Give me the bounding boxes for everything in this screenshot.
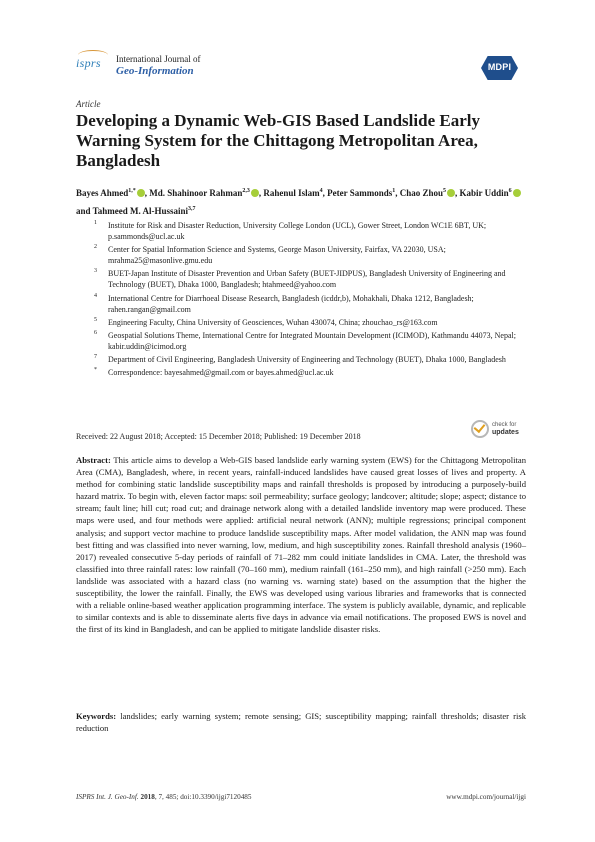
journal-name-line1: International Journal of: [116, 54, 201, 64]
author-name: Md. Shahinoor Rahman: [149, 188, 243, 198]
keywords-label: Keywords:: [76, 711, 117, 721]
article-type-label: Article: [76, 99, 101, 109]
affiliation-item: [94, 354, 526, 365]
author-name: Tahmeed M. Al-Hussaini: [92, 206, 189, 216]
affiliation-text: Department of Civil Engineering, Bangladesh University of Engineering and Technology (BUET), Dhaka 1000, Bangladesh: [108, 355, 506, 365]
author-name: Peter Sammonds: [327, 188, 393, 198]
updates-badge-line1: check for: [492, 422, 517, 428]
keywords: [76, 710, 526, 734]
affiliation-item: [94, 244, 526, 266]
author-list: [76, 183, 526, 219]
author: [327, 188, 400, 198]
affiliation-text: BUET-Japan Institute of Disaster Prevention and Urban Safety (BUET-JIDPUS), Bangladesh University of Engineering and Technology (BUET), Dhaka 1000, Bangladesh; htahmeed@yahoo.com: [108, 269, 506, 290]
affiliation-list: [94, 220, 526, 381]
mdpi-logo[interactable]: [481, 56, 518, 80]
orcid-icon[interactable]: [447, 189, 455, 197]
affiliation-number: *: [94, 367, 97, 374]
publication-dates: Received: 22 August 2018; Accepted: 15 December 2018; Published: 19 December 2018: [76, 432, 361, 441]
author-separator: ,: [395, 188, 400, 198]
affiliation-number: 6: [94, 329, 97, 336]
author-affiliation-sup: 4: [319, 188, 323, 194]
author-affiliation-sup: 2,3: [242, 188, 250, 194]
journal-name-line2: Geo-Information: [116, 65, 194, 77]
citation-rest: , 7, 485; doi:10.3390/ijgi7120485: [154, 793, 252, 801]
affiliation-number: 7: [94, 354, 97, 361]
footer-url[interactable]: www.mdpi.com/journal/ijgi: [446, 793, 526, 801]
footer-citation: [76, 793, 251, 801]
mdpi-logo-text: MDPI: [487, 62, 512, 72]
author: [76, 188, 149, 198]
updates-badge-line2: updates: [492, 429, 519, 436]
affiliation-text: Institute for Risk and Disaster Reduction, University College London (UCL), Gower Street, London WC1E 6BT, UK; p.sammonds@ucl.ac.uk: [108, 221, 487, 241]
author-separator: ,: [322, 188, 328, 198]
abstract: [76, 454, 526, 635]
affiliation-number: 4: [94, 292, 97, 299]
isprs-logo: isprs: [76, 56, 101, 70]
author-affiliation-sup: 1,*: [128, 188, 136, 194]
affiliation-number: 3: [94, 268, 97, 275]
orcid-icon[interactable]: [251, 189, 259, 197]
affiliation-number: 5: [94, 316, 97, 323]
author-affiliation-sup: 3,7: [188, 206, 196, 212]
affiliation-item: [94, 316, 526, 328]
affiliation-item: [94, 292, 526, 315]
author-name: Chao Zhou: [399, 188, 444, 198]
author-affiliation-sup: 1: [392, 188, 396, 194]
author-affiliation-sup: 6: [508, 188, 512, 194]
paper-title: Developing a Dynamic Web-GIS Based Landslide Early Warning System for the Chittagong Metropolitan Area, Bangladesh: [76, 111, 480, 170]
author-affiliation-sup: 5: [443, 188, 447, 194]
citation-year: 2018: [140, 793, 155, 801]
keywords-text: landslides; early warning system; remote sensing; GIS; susceptibility mapping; rainfall thresholds; disaster risk reduction: [76, 711, 527, 734]
affiliation-item: [94, 367, 526, 378]
orcid-icon[interactable]: [137, 189, 145, 197]
author: [400, 188, 460, 198]
author-separator: and: [76, 206, 93, 216]
citation-journal: ISPRS Int. J. Geo-Inf.: [76, 793, 139, 801]
author-name: Bayes Ahmed: [76, 188, 129, 198]
abstract-text: This article aims to develop a Web-GIS based landslide early warning system (EWS) for the Chittagong Metropolitan Area (CMA), Bangladesh, where, in recent years, rainfall-induced landslides have caused great losses of lives and property. A method for combining static landslide susceptibility maps and rainfall thresholds is proposed by introducing a purposely-build hazard matrix. To begin with, eleven factor maps: soil permeability; surface geology; landcover; altitude; slope; aspect; distance to stream; fault line; hill cut; road cut; and drainage network along with a detailed landslide inventory map were produced. These maps were used, and four methods were applied: artificial neural network (ANN); multiple regressions; principal component analysis; and support vector machine to produce landslide susceptibility maps. After model validation, the ANN map was found best fitting and was classified into never warning, low, medium, and high susceptibility zones. Rainfall threshold analysis (1960–2017) revealed consecutive 5-day periods of rainfall of 71–282 mm could initiate landslides in CMA. Later, the threshold was classified into three rainfall rates: low rainfall (70–160 mm), medium rainfall (161–250 mm), and high rainfall (>250 mm). Each landslide was associated with a hazard class (no warning vs. warning state) based on the assumption that the higher the susceptibility, the lower the rainfall. Finally, the EWS was developed using various libraries and frameworks that is connected with a reliable online-based weather application programming interface. The system is publicly available, dynamic, and replicable to similar contexts and is able to disseminate alerts five days in advance via email notifications. The proposed EWS is novel and the first of its kind in Bangladesh, and can be applied to mitigate landslide disaster risks.: [76, 455, 526, 635]
author: [93, 206, 196, 216]
affiliation-text: Geospatial Solutions Theme, International Centre for Integrated Mountain Development (ICIMOD), Kathmandu 44073, Nepal; kabir.uddin@icimod.org: [108, 330, 516, 351]
affiliation-item: [94, 329, 526, 352]
author: [263, 188, 327, 198]
affiliation-item: [94, 220, 526, 242]
abstract-label: Abstract:: [76, 455, 111, 465]
affiliation-text: Engineering Faculty, China University of Geosciences, Wuhan 430074, China; zhouchao_rs@163.com: [108, 317, 438, 327]
author-separator: ,: [258, 188, 264, 198]
affiliation-text: International Centre for Diarrhoeal Disease Research, Bangladesh (icddr,b), Mohakhali, Dhaka 1212, Bangladesh; rahen.rangan@gmail.com: [108, 293, 474, 314]
journal-header: [76, 52, 526, 82]
author: [149, 188, 263, 198]
affiliation-number: 2: [94, 244, 97, 251]
affiliation-number: 1: [94, 220, 97, 226]
affiliation-text: Center for Spatial Information Science and Systems, George Mason University, Fairfax, VA 22030, USA; mrahma25@masonlive.gmu.edu: [108, 245, 446, 266]
affiliation-text: Correspondence: bayesahmed@gmail.com or bayes.ahmed@ucl.ac.uk: [108, 368, 334, 378]
orcid-icon[interactable]: [513, 189, 521, 197]
author-separator: ,: [455, 188, 460, 198]
author-separator: ,: [144, 188, 150, 198]
author-name: Kabir Uddin: [459, 188, 509, 198]
affiliation-item: [94, 268, 526, 290]
check-for-updates-badge[interactable]: [471, 418, 526, 442]
author-name: Rahenul Islam: [263, 188, 320, 198]
